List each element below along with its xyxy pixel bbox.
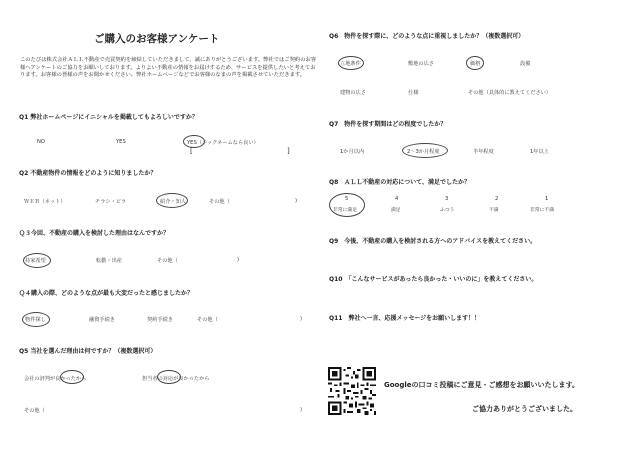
q1-option-yes[interactable]: YES — [116, 139, 126, 145]
q3-option-transfer-birth[interactable]: 転勤・出産 — [96, 258, 122, 264]
q4-label: Ｑ４購入の際、どのような点が最も大変だったと感じましたか？ — [19, 290, 194, 297]
q5-option-other[interactable]: その他（ — [24, 408, 45, 414]
q1-bracket-left: [ — [190, 147, 193, 155]
google-review-text: Googleの口コミ投稿にご意見・ご感想をお願いいたします。 — [384, 381, 579, 389]
q2-selected-circle — [156, 193, 188, 208]
q2-label: Q2 不動産物件の情報をどのように知りましたか？ — [19, 170, 157, 177]
q6-option-other[interactable]: その他（具体的に教えてください） — [468, 90, 552, 96]
qr-code-icon[interactable] — [328, 367, 376, 415]
q6-option-price[interactable]: 価格 — [470, 61, 481, 67]
intro-text: このたびは株式会社ＡＬＬ不動産で売買契約を締結していただきまして、誠にありがとうございます。弊社ではご契約のお客様へアンケートのご協力をお願いしております。よりよい不動産の情報をお届けするため、サービスを提供したいと考えております。お客様の皆様の声をお聞かせください。弊社ホームページなどでお客様のなまの声を掲載させていただきます。 — [20, 57, 317, 79]
q7-option-2-3months[interactable]: 2～3か月程度 — [407, 149, 440, 155]
q1-label: Q1 弊社ホームページにイニシャルを掲載してもよろしいですか？ — [19, 114, 198, 121]
q8-label-dissatisfied: 不満 — [489, 208, 499, 213]
q8-label-neutral: ふつう — [440, 208, 455, 213]
q4-option-search[interactable]: 物件探し — [25, 317, 46, 323]
q8-rating-1[interactable]: 1 — [545, 196, 549, 202]
q10-label: Q10 「こんなサービスがあったら良かった・いいのに」を教えてください。 — [329, 276, 538, 283]
q1-selected-circle — [183, 135, 205, 148]
q5-close-paren: ) — [300, 407, 303, 413]
q8-selected-circle — [329, 193, 365, 217]
q4-option-contract[interactable]: 契約手続き — [147, 317, 173, 323]
q5-option-staff[interactable]: 担当者の対応が良かったから — [142, 376, 210, 382]
q5-selected-circle-2 — [157, 370, 181, 384]
q1-option-no[interactable]: NO — [37, 139, 45, 145]
q6-option-equipment[interactable]: 設備 — [520, 61, 531, 67]
q7-option-1year[interactable]: 1年以上 — [530, 149, 549, 155]
q8-rating-4[interactable]: 4 — [395, 196, 399, 202]
q7-label: Q7 物件を探す期間はどの程度でしたか？ — [329, 121, 447, 128]
q4-option-other[interactable]: その他（ — [197, 317, 218, 323]
q6-label: Q6 物件を探す際に、どのような点に重視しましたか？（複数選択可） — [329, 33, 525, 40]
q7-option-1month[interactable]: 1か月以内 — [340, 149, 365, 155]
q2-option-web[interactable]: ＷＥＢ（ネット） — [24, 199, 66, 205]
q8-rating-3[interactable]: 3 — [445, 196, 449, 202]
q6-option-land-size[interactable]: 敷地の広さ — [408, 61, 434, 67]
q1-bracket-right: ] — [287, 147, 290, 155]
q6-selected-circle-2 — [466, 56, 484, 70]
q4-option-financing[interactable]: 融資手続き — [89, 317, 115, 323]
q4-selected-circle — [22, 312, 50, 327]
q2-option-other[interactable]: その他（ — [209, 199, 230, 205]
q6-option-building-size[interactable]: 建物の広さ — [340, 90, 366, 96]
q6-option-specs[interactable]: 仕様 — [408, 90, 419, 96]
q2-option-referral[interactable]: 紹介・知人 — [160, 199, 186, 205]
q6-selected-circle-1 — [338, 56, 364, 70]
page-title: ご購入のお客様アンケート — [94, 33, 220, 45]
q2-option-flyer[interactable]: チラシ・ビラ — [95, 199, 127, 205]
q3-label: Ｑ３今回、不動産の購入を検討した理由はなんですか？ — [19, 230, 170, 237]
q3-option-other[interactable]: その他（ — [157, 258, 178, 264]
q5-selected-circle-1 — [60, 370, 84, 384]
q3-option-homeowner[interactable]: 持家希望 — [25, 258, 46, 264]
q9-label: Q9 今後、不動産の購入を検討される方へのアドバイスを教えてください。 — [329, 238, 537, 245]
q8-rating-5[interactable]: 5 — [345, 196, 349, 202]
q7-selected-circle — [402, 143, 448, 158]
q8-rating-2[interactable]: 2 — [495, 196, 499, 202]
q3-selected-circle — [23, 253, 51, 268]
q8-label-satisfied: 満足 — [391, 208, 401, 213]
q8-label-very-satisfied: 非常に満足 — [333, 208, 357, 213]
q5-label: Q5 当社を選んだ理由は何ですか？（複数選択可） — [19, 348, 157, 355]
q8-label-very-dissatisfied: 非常に不満 — [530, 208, 554, 213]
thanks-text: ご協力ありがとうございました。 — [472, 405, 577, 413]
q4-close-paren: ) — [300, 316, 303, 322]
q3-close-paren: ) — [237, 257, 240, 263]
q1-option-yes-nickname[interactable]: YES（ニックネームなら良い） — [187, 140, 259, 146]
q5-option-reputation[interactable]: 会社の評判が良かったから — [24, 376, 87, 382]
q7-option-half-year[interactable]: 半年程度 — [473, 149, 494, 155]
q8-label: Q8 ＡＬＬ不動産の対応について、満足でしたか？ — [329, 179, 471, 186]
q2-close-paren: ) — [295, 198, 298, 204]
q11-label: Q11 弊社へ一言、応援メッセージをお願いします！！ — [329, 315, 481, 322]
q6-option-location[interactable]: 立地条件 — [340, 61, 361, 67]
